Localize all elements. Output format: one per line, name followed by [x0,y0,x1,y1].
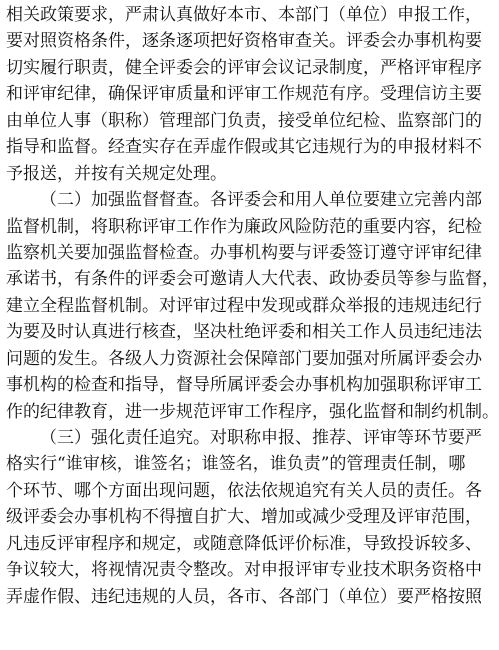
text-line: 指导和监督。经查实存在弄虚作假或其它违规行为的申报材料不 [6,137,482,158]
text-line: 问题的发生。各级人力资源社会保障部门要加强对所属评委会办 [6,348,482,369]
text-line: （三）强化责任追究。对职称申报、推荐、评审等环节要严 [40,428,482,448]
text-line: 和评审纪律，确保评审质量和评审工作规范有序。受理信访主要 [6,84,482,105]
text-line: 格实行“谁审核，谁签名；谁签名，谁负责”的管理责任制，哪 [6,454,466,475]
text-line: 弄虚作假、违纪违规的人员，各市、各部门（单位）要严格按照 [6,586,482,607]
text-line: 由单位人事（职称）管理部门负责，接受单位纪检、监察部门的 [6,110,482,131]
text-line: 相关政策要求，严肃认真做好本市、本部门（单位）申报工作， [6,5,482,25]
text-line: 监督机制，将职称评审工作作为廉政风险防范的重要内容，纪检 [6,216,482,237]
text-line: 承诺书，有条件的评委会可邀请人大代表、政协委员等参与监督， [6,269,499,290]
text-line: 个环节、哪个方面出现问题，依法依规追究有关人员的责任。各 [6,480,482,501]
text-line: 作的纪律教育，进一步规范评审工作程序，强化监督和制约机制。 [6,401,499,422]
text-line: 为要及时认真进行核查，坚决杜绝评委和相关工作人员违纪违法 [6,322,482,343]
document-body [6,2,499,610]
text-line: 建立全程监督机制。对评审过程中发现或群众举报的违规违纪行 [6,295,482,316]
text-line: （二）加强监督督查。各评委会和用人单位要建立完善内部 [40,190,482,211]
text-line: 凡违反评审程序和规定，或随意降低评价标准，导致投诉较多、 [6,533,482,554]
text-line: 争议较大，将视情况责令整改。对申报评审专业技术职务资格中 [6,560,482,581]
text-line: 级评委会办事机构不得擅自扩大、增加或减少受理及评审范围， [6,507,482,528]
text-line: 事机构的检查和指导，督导所属评委会办事机构加强职称评审工 [6,375,482,396]
text-line: 监察机关要加强监督检查。办事机构要与评委签订遵守评审纪律 [6,242,482,263]
text-line: 切实履行职责，健全评委会的评审会议记录制度，严格评审程序 [6,57,482,78]
text-line: 要对照资格条件，逐条逐项把好资格审查关。评委会办事机构要 [6,31,482,52]
text-line: 予报送，并按有关规定处理。 [6,163,227,184]
